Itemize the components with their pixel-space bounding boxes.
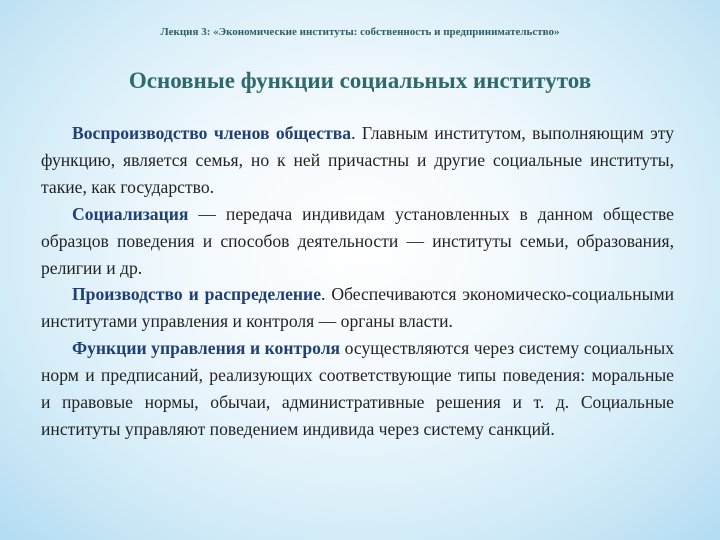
paragraph-text: — передача индивидам установленных в данном обществе образцов поведения и способов деятельности — институты семьи, образования, религии и др.: [41, 203, 674, 278]
paragraph-text: . Обеспечиваются экономическо-социальными институтами управления и контроля — органы власти.: [41, 284, 674, 332]
term-reproduction: Воспроизводство членов общества: [72, 123, 352, 143]
paragraph-text: осуществляются через систему социальных норм и предписаний, реализующих соответствующие типы поведения: моральные и правовые нормы, обычаи, административные решения и т. д. Социальные институты управляют поведением индивида через систему санкций.: [41, 338, 674, 439]
paragraph-management: [41, 335, 674, 443]
slide-body: [41, 120, 674, 443]
slide-title: Основные функции социальных институтов: [128, 68, 592, 93]
paragraph-reproduction: [41, 120, 674, 201]
term-socialization: Социализация: [72, 203, 189, 224]
term-management: Функции управления и контроля: [72, 338, 341, 359]
term-production: Производство и распределение: [72, 284, 321, 305]
paragraph-socialization: [41, 201, 674, 282]
paragraph-production: [41, 281, 674, 335]
lecture-header: Лекция 3: «Экономические институты: собственность и предпринимательство»: [160, 26, 560, 38]
paragraph-text: . Главным институтом, выполняющим эту функцию, является семья, но к ней причастны и другие социальные институты, такие, как государство.: [41, 123, 674, 197]
